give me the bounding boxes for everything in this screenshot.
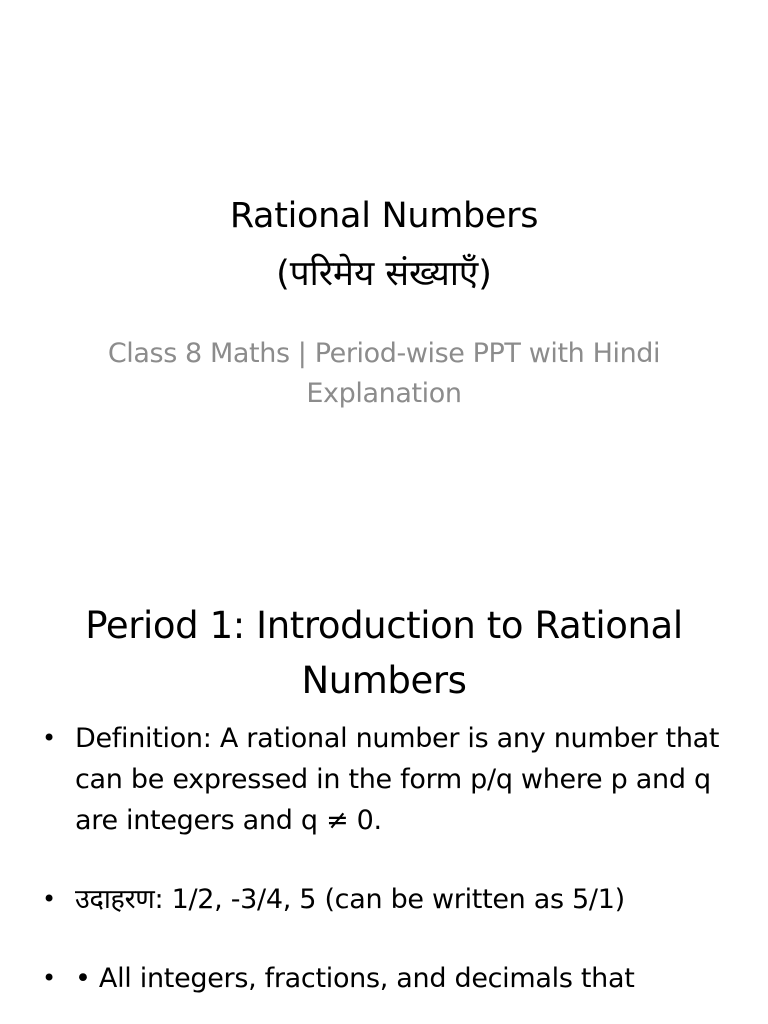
slide-title-hindi: (परिमेय संख्याएँ) — [276, 254, 492, 294]
period-1-slide — [0, 576, 768, 1024]
bullet-icon: • — [42, 885, 56, 913]
bullet-icon: • — [42, 724, 56, 752]
slide-title: Rational Numbers — [229, 196, 539, 236]
bullet-item-examples — [40, 879, 740, 920]
bullet-text: उदाहरण: 1/2, -3/4, 5 (can be written as 5/1) — [75, 884, 625, 915]
bullet-item-definition — [40, 718, 740, 841]
bullet-item-integers — [40, 958, 740, 999]
bullet-text: • All integers, fractions, and decimals that — [75, 963, 635, 994]
slide-subtitle: Class 8 Maths | Period-wise PPT with Hindi Explanation — [107, 338, 661, 409]
bullet-text: Definition: A rational number is any number that can be expressed in the form p/q where p and q are integers and q ≠ 0. — [75, 723, 720, 836]
period-title: Period 1: Introduction to Rational Numbers — [85, 604, 683, 702]
bullet-list — [40, 718, 740, 999]
bullet-icon: • — [42, 964, 56, 992]
